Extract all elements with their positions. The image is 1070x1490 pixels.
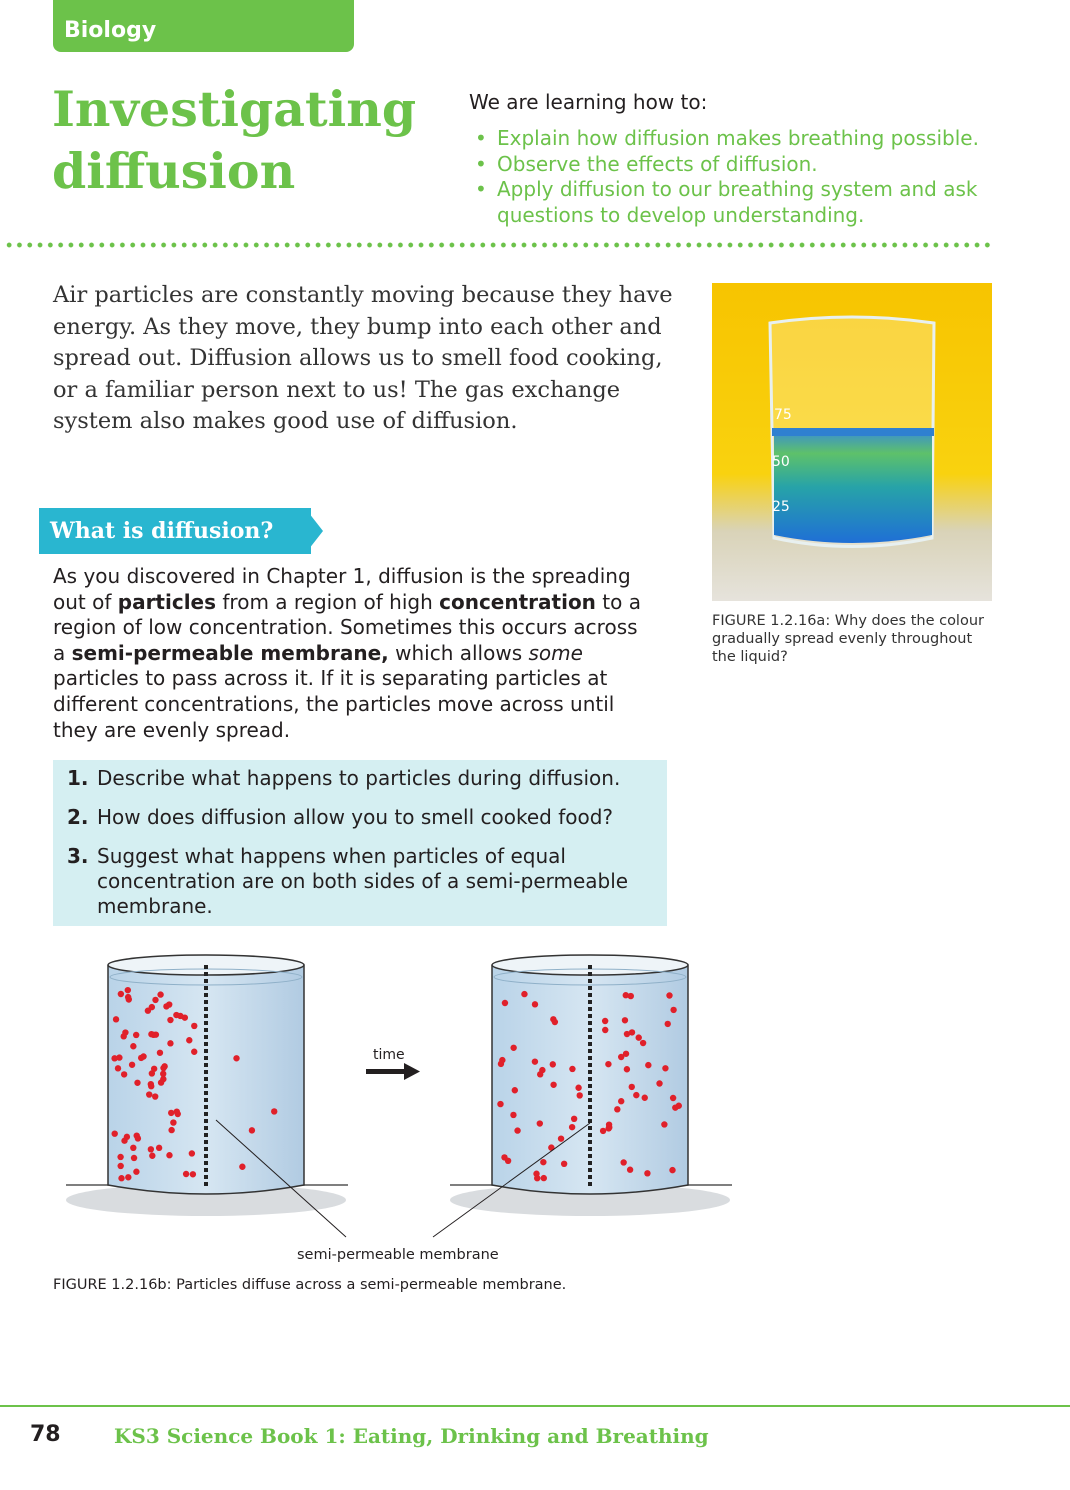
particle: [189, 1150, 195, 1156]
membrane-label: semi-permeable membrane: [297, 1247, 499, 1263]
particle: [170, 1119, 176, 1125]
particle: [512, 1087, 518, 1093]
particle: [534, 1175, 540, 1181]
figure-a-caption: FIGURE 1.2.16a: Why does the colour gradually spread evenly throughout the liquid?: [712, 613, 984, 665]
particle: [168, 1127, 174, 1133]
particle: [620, 1159, 626, 1165]
particle: [190, 1171, 196, 1177]
particle: [532, 1001, 538, 1007]
particle: [636, 1034, 642, 1040]
particle: [129, 1062, 135, 1068]
particle: [537, 1071, 543, 1077]
particle: [497, 1101, 503, 1107]
objective-item: • Observe the effects of diffusion.: [469, 152, 1009, 178]
particle: [552, 1019, 558, 1025]
particle: [157, 991, 163, 997]
time-label: time: [373, 1047, 405, 1063]
particle: [117, 1163, 123, 1169]
particle: [622, 1017, 628, 1023]
particle: [145, 1008, 151, 1014]
dotted-divider: [4, 242, 994, 248]
beaker-after: [450, 955, 732, 1216]
particle: [186, 1037, 192, 1043]
particle: [125, 987, 131, 993]
particle: [561, 1161, 567, 1167]
particle: [670, 1095, 676, 1101]
particle: [133, 1169, 139, 1175]
particle: [502, 1000, 508, 1006]
section-body: As you discovered in Chapter 1, diffusion is the spreading out of particles from a region of high concentration to a region of low concentration. Sometimes this occurs across a semi-permeable membrane, which allows some particles to pass across it. If it is separating particles at different concentrations, the particles move across until they are evenly spread.: [53, 564, 641, 742]
beaker-before: [66, 955, 348, 1216]
beaker-mark: 25: [772, 499, 790, 515]
particle: [666, 992, 672, 998]
particle: [161, 1063, 167, 1069]
particle: [627, 1167, 633, 1173]
particle: [130, 1145, 136, 1151]
particle: [167, 1017, 173, 1023]
diffusion-diagram: [60, 945, 740, 1270]
particle: [239, 1164, 245, 1170]
particle: [249, 1127, 255, 1133]
particle: [537, 1120, 543, 1126]
beaker-mark: 50: [772, 454, 790, 470]
particle: [131, 1155, 137, 1161]
particle: [602, 1027, 608, 1033]
particle: [134, 1080, 140, 1086]
particle: [157, 1050, 163, 1056]
particle: [644, 1170, 650, 1176]
particle: [121, 1071, 127, 1077]
particle: [571, 1116, 577, 1122]
particle: [606, 1121, 612, 1127]
question-item: 3. Suggest what happens when particles of equal concentration are on both sides of a semi-permeable membrane.: [67, 844, 629, 918]
particle: [125, 994, 131, 1000]
particle: [166, 1152, 172, 1158]
particle: [271, 1108, 277, 1114]
book-title: KS3 Science Book 1: Eating, Drinking and Breathing: [114, 1424, 709, 1448]
particle: [656, 1080, 662, 1086]
page-number: 78: [30, 1422, 61, 1447]
particle: [521, 991, 527, 997]
particle: [614, 1106, 620, 1112]
particle: [168, 1110, 174, 1116]
particle: [152, 1093, 158, 1099]
particle: [148, 1146, 154, 1152]
particle: [633, 1092, 639, 1098]
particle: [618, 1098, 624, 1104]
keyword: particles: [117, 589, 217, 614]
particle: [167, 1040, 173, 1046]
particle: [148, 1081, 154, 1087]
particle: [624, 1031, 630, 1037]
particle: [163, 1003, 169, 1009]
title-line-1: Investigating: [52, 80, 417, 138]
beaker-illustration: [712, 283, 992, 601]
particle: [191, 1023, 197, 1029]
particle: [112, 1130, 118, 1136]
particle: [151, 1066, 157, 1072]
keyword: semi-permeable membrane,: [71, 640, 389, 665]
particle: [156, 1145, 162, 1151]
particle: [160, 1076, 166, 1082]
chevron-icon: [293, 506, 329, 556]
particle: [514, 1127, 520, 1133]
particle: [125, 1174, 131, 1180]
particle: [628, 993, 634, 999]
question-item: 1. Describe what happens to particles during diffusion.: [67, 766, 621, 790]
particle: [113, 1016, 119, 1022]
section-heading: What is diffusion?: [39, 508, 311, 554]
particle: [670, 1007, 676, 1013]
beaker-photo: [712, 283, 992, 601]
beaker-mark: 75: [774, 407, 792, 423]
particle: [577, 1092, 583, 1098]
particle: [676, 1103, 682, 1109]
title-line-2: diffusion: [52, 142, 296, 200]
particle: [118, 991, 124, 997]
particle: [146, 1091, 152, 1097]
particle: [645, 1062, 651, 1068]
particle: [665, 1021, 671, 1027]
intro-paragraph: Air particles are constantly moving because they have energy. As they move, they bump into each other and spread out. Diffusion allows us to smell food cooking, or a familiar person next to us! The gas exchange system also makes good use of diffusion.: [53, 282, 673, 435]
particle: [498, 1061, 504, 1067]
particle: [510, 1112, 516, 1118]
particle: [661, 1121, 667, 1127]
particle: [505, 1158, 511, 1164]
particle: [532, 1058, 538, 1064]
arrow-right-icon: [366, 1063, 420, 1080]
objective-item: • Apply diffusion to our breathing system and ask questions to develop understanding.: [469, 177, 1009, 228]
particle: [115, 1065, 121, 1071]
footer-divider: [0, 1405, 1070, 1407]
figure-b-caption: FIGURE 1.2.16b: Particles diffuse across a semi-permeable membrane.: [53, 1277, 567, 1293]
objectives-lead: We are learning how to:: [469, 90, 708, 114]
particle: [138, 1055, 144, 1061]
particle: [602, 1018, 608, 1024]
question-item: 2. How does diffusion allow you to smell cooked food?: [67, 805, 614, 829]
particle: [575, 1085, 581, 1091]
particle: [642, 1095, 648, 1101]
objective-item: • Explain how diffusion makes breathing possible.: [469, 126, 1009, 152]
particle: [605, 1061, 611, 1067]
particle: [550, 1061, 556, 1067]
particle: [540, 1159, 546, 1165]
particle: [624, 1066, 630, 1072]
particle: [152, 997, 158, 1003]
subject-tab: Biology: [53, 0, 354, 52]
particle: [569, 1124, 575, 1130]
particle: [569, 1066, 575, 1072]
questions-box: [53, 760, 667, 926]
particle: [133, 1032, 139, 1038]
particle: [134, 1132, 140, 1138]
particle: [669, 1167, 675, 1173]
particle: [122, 1029, 128, 1035]
particle: [149, 1153, 155, 1159]
page-title: [52, 78, 452, 202]
particle: [558, 1135, 564, 1141]
particle: [117, 1154, 123, 1160]
particle: [550, 1082, 556, 1088]
learning-objectives: [469, 90, 1009, 228]
particle: [510, 1045, 516, 1051]
particle: [121, 1138, 127, 1144]
particle: [174, 1108, 180, 1114]
particle: [116, 1054, 122, 1060]
particle: [118, 1175, 124, 1181]
particle: [541, 1175, 547, 1181]
particle: [233, 1055, 239, 1061]
particle: [629, 1084, 635, 1090]
keyword: concentration: [439, 589, 596, 614]
particle: [150, 1032, 156, 1038]
particle: [191, 1049, 197, 1055]
particle: [623, 1051, 629, 1057]
particle: [177, 1013, 183, 1019]
particle: [600, 1128, 606, 1134]
particle: [183, 1171, 189, 1177]
particle: [640, 1040, 646, 1046]
particle: [662, 1065, 668, 1071]
particle: [130, 1043, 136, 1049]
